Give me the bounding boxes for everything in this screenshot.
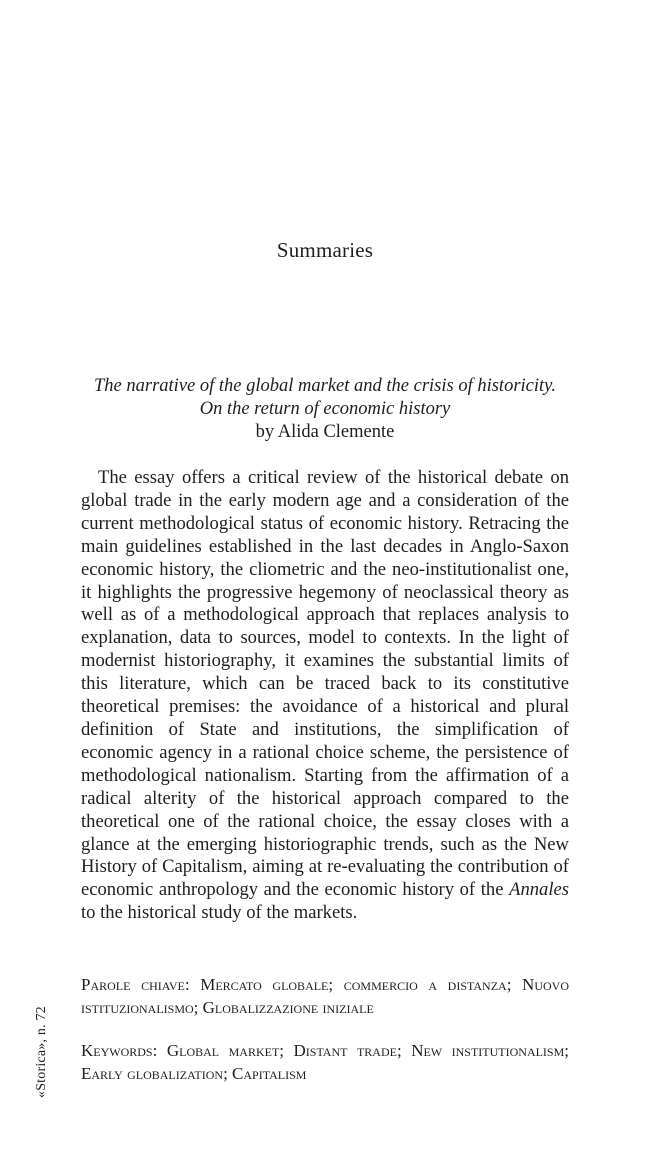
journal-reference: «Storica», n. 72 [34, 1006, 49, 1098]
article-heading [60, 375, 590, 444]
article-title-line-1: The narrative of the global market and the crisis of historicity. [94, 376, 556, 396]
abstract-end-text: to the historical study of the markets. [81, 902, 358, 924]
page-title: Summaries [276, 238, 374, 262]
abstract-paragraph [81, 467, 569, 925]
keywords-english: Keywords: Global market; Distant trade; New institutionalism; Early globalization; Capitalism [81, 1041, 569, 1083]
abstract-annales: Annales [509, 879, 569, 901]
article-title-line-2: On the return of economic history [199, 399, 451, 419]
article-byline: by Alida Clemente [255, 422, 395, 442]
abstract-main-text: The essay offers a critical review of the historical debate on global trade in the early modern age and a consideration of the current methodological status of economic history. Retracing the main guidelines established in the last decades in Anglo-Saxon economic history, the cliometric and the neo-institutionalist one, it highlights the progressive hegemony of neoclassical theory as well as of a methodological approach that replaces analysis to explanation, data to sources, model to contexts. In the light of modernist historiography, it examines the substantial limits of this literature, which can be traced back to its constitutive theoretical premises: the avoidance of a historical and plural definition of State and institutions, the simplification of economic agency in a rational choice scheme, the persistence of methodological nationalism. Starting from the affirmation of a radical alterity of the historical approach compared to the theoretical one of the rational choice, the essay closes with a glance at the emerging historiographic trends, such as the New History of Capitalism, aiming at re-evaluating the contribution of economic anthropology and the economic history of the [81, 467, 569, 901]
keywords-italian: Parole chiave: Mercato globale; commercio a distanza; Nuovo istituzionalismo; Globalizzazione iniziale [81, 975, 569, 1017]
